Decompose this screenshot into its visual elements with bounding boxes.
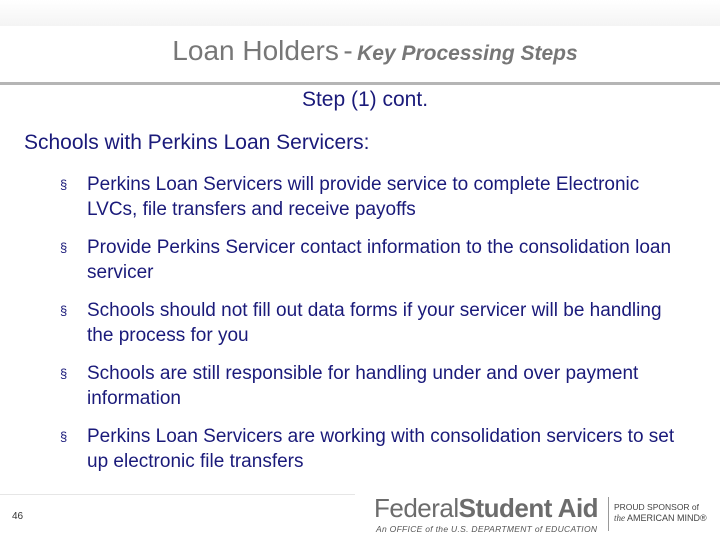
- bullet-marker: §: [60, 366, 68, 381]
- bullet-item: [60, 298, 680, 348]
- sponsor-line-2: [614, 513, 718, 524]
- bullet-marker: §: [60, 303, 68, 318]
- bullet-text: Schools are still responsible for handling under and over payment information: [87, 363, 639, 409]
- logo-tagline: An OFFICE of the U.S. DEPARTMENT of EDUCATION: [376, 524, 598, 534]
- title-separator: -: [343, 35, 353, 66]
- page-number: 46: [12, 511, 24, 522]
- logo-name: [374, 494, 598, 522]
- title-subtitle: Key Processing Steps: [357, 42, 578, 65]
- federal-student-aid-logo: [374, 494, 614, 536]
- logo-word-federal: Federal: [374, 493, 459, 523]
- slide-title: [0, 35, 720, 67]
- bullet-marker: §: [60, 429, 68, 444]
- bullet-item: [60, 424, 680, 474]
- sponsor-the: the: [614, 513, 625, 523]
- bullet-text: Perkins Loan Servicers will provide service to complete Electronic LVCs, file transfers and receive payoffs: [87, 174, 640, 220]
- section-heading: Schools with Perkins Loan Servicers:: [24, 131, 370, 154]
- step-heading: Step (1) cont.: [301, 88, 429, 111]
- bullet-item: [60, 361, 680, 411]
- logo-word-student-aid: Student Aid: [458, 493, 599, 523]
- bullet-marker: §: [60, 177, 68, 192]
- sponsor-american-mind: AMERICAN MIND: [627, 513, 701, 523]
- registered-mark: ®: [700, 513, 707, 523]
- bullet-item: [60, 235, 680, 285]
- sponsor-line-1: PROUD SPONSOR of: [614, 502, 700, 512]
- footer-left: [0, 494, 355, 541]
- bullet-marker: §: [60, 240, 68, 255]
- title-divider: [0, 82, 720, 85]
- bullet-text: Provide Perkins Servicer contact information to the consolidation loan servicer: [87, 237, 672, 283]
- bullet-text: Perkins Loan Servicers are working with consolidation servicers to set up electronic file transfers: [87, 426, 675, 472]
- sponsor-badge: [614, 502, 718, 524]
- logo-divider: [608, 497, 609, 531]
- title-main: Loan Holders: [172, 35, 339, 66]
- bullet-list: [60, 172, 680, 487]
- top-band: [0, 0, 720, 26]
- bullet-item: [60, 172, 680, 222]
- bullet-text: Schools should not fill out data forms if your servicer will be handling the process for you: [87, 300, 662, 346]
